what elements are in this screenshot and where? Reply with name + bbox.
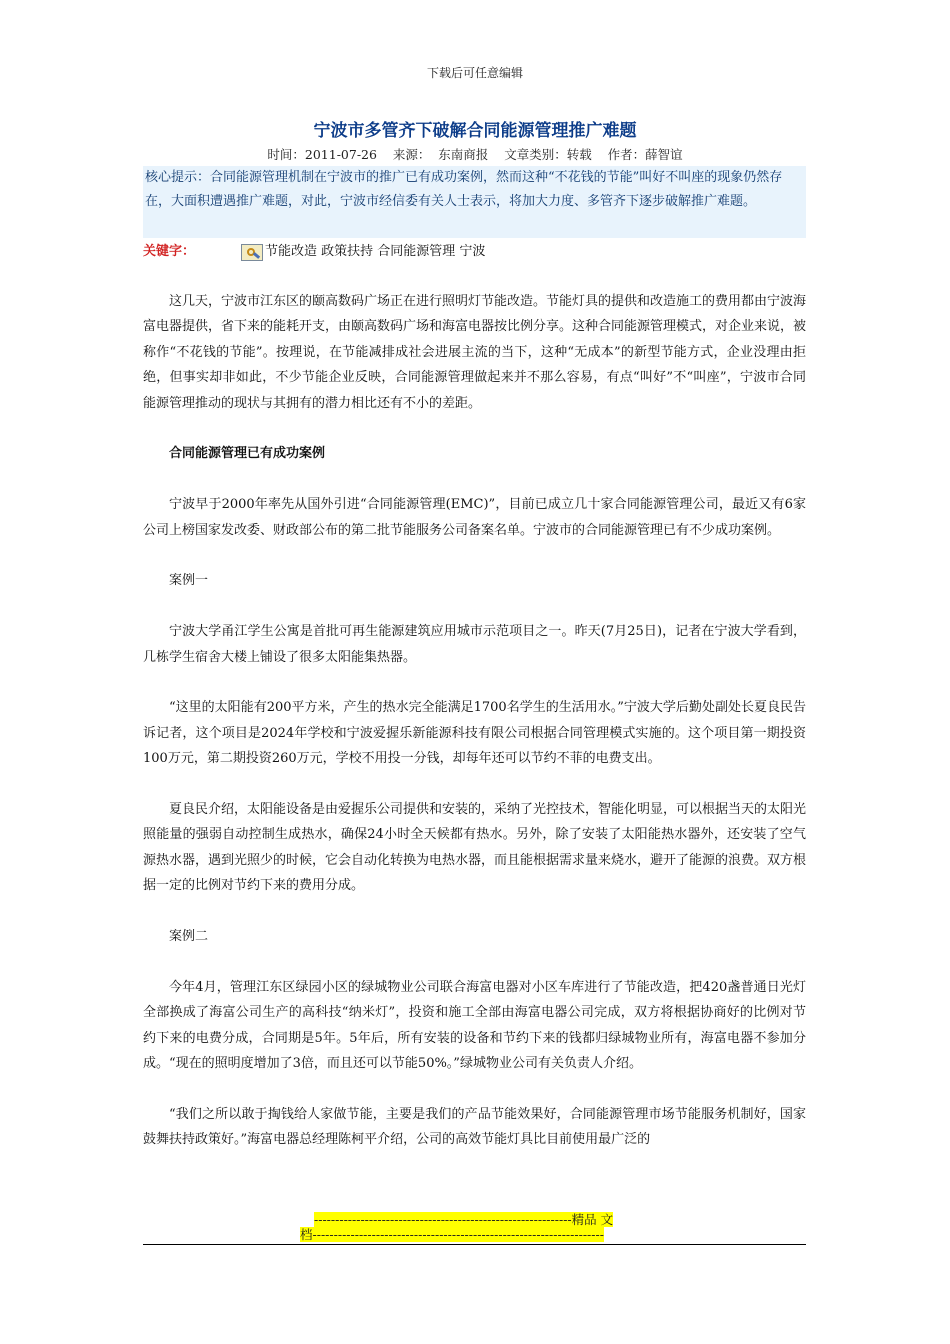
article-meta: 时间：2011-07-26 来源： 东南商报 文章类别：转载 作者：薛智谊	[267, 147, 683, 162]
keywords-text: 节能改造 政策扶持 合同能源管理 宁波	[265, 244, 486, 259]
footer-line-2: 档---------------------------------------------------------------------	[300, 1227, 604, 1242]
case-label: 案例二	[169, 929, 209, 945]
paragraph: 宁波大学甬江学生公寓是首批可再生能源建筑应用城市示范项目之一。昨天(7月25日)，记者在宁波大学看到，几栋学生宿舍大楼上铺设了很多太阳能集热器。	[143, 624, 806, 665]
footer-divider	[143, 1244, 806, 1245]
paragraph: “这里的太阳能有200平方米，产生的热水完全能满足1700名学生的生活用水。”宁波大学后勤处副处长夏良民告诉记者，这个项目是2024年学校和宁波爱握乐新能源科技有限公司根据合同管理模式实施的。这个项目第一期投资100万元，第二期投资260万元，学校不用投一分钱，却每年还可以节约不菲的电费支出。	[143, 700, 806, 767]
paragraph: 这几天，宁波市江东区的颐高数码广场正在进行照明灯节能改造。节能灯具的提供和改造施工的费用都由宁波海富电器提供，省下来的能耗开支，由颐高数码广场和海富电器按比例分享。这种合同能源管理模式，对企业来说，被称作“不花钱的节能”。按理说，在节能减排成社会进展主流的当下，这种“无成本”的新型节能方式，企业没理由拒绝，但事实却非如此，不少节能企业反映，合同能源管理做起来并不那么容易，有点“叫好”不“叫座”，宁波市合同能源管理推动的现状与其拥有的潜力相比还有不小的差距。	[143, 294, 807, 411]
paragraph: 今年4月，管理江东区绿园小区的绿城物业公司联合海富电器对小区车库进行了节能改造，把420盏普通日光灯全部换成了海富公司生产的高科技“纳米灯”，投资和施工全部由海富电器公司完成，双方将根据协商好的比例对节约下来的电费分成，合同期是5年。5年后，所有安装的设备和节约下来的钱都归绿城物业所有，海富电器不参加分成。“现在的照明度增加了3倍，而且还可以节能50%。”绿城物业公司有关负责人介绍。	[143, 979, 806, 1072]
summary-box: 核心提示：合同能源管理机制在宁波市的推广已有成功案例，然而这种“不花钱的节能”叫好不叫座的现象仍然存在，大面积遭遇推广难题，对此，宁波市经信委有关人士表示，将加大力度、多管齐下逐步破解推广难题。	[143, 166, 806, 238]
footer-line-1: -------------------------------------------------------------精品 文	[314, 1212, 614, 1227]
paragraph: 宁波早于2000年率先从国外引进“合同能源管理(EMC)”，目前已成立几十家合同能源管理公司，最近又有6家公司上榜国家发改委、财政部公布的第二批节能服务公司备案名单。宁波市的合同能源管理已有不少成功案例。	[143, 497, 806, 538]
paragraph: 夏良民介绍，太阳能设备是由爱握乐公司提供和安装的，采纳了光控技术，智能化明显，可以根据当天的太阳光照能量的强弱自动控制生成热水，确保24小时全天候都有热水。另外，除了安装了太阳能热水器外，还安装了空气源热水器，遇到光照少的时候，它会自动化转换为电热水器，而且能根据需求量来烧水，避开了能源的浪费。双方根据一定的比例对节约下来的费用分成。	[143, 802, 807, 894]
section-heading: 合同能源管理已有成功案例	[169, 446, 326, 462]
header-note: 下载后可任意编辑	[426, 66, 523, 80]
case-label: 案例一	[169, 573, 209, 589]
paragraph: “我们之所以敢于掏钱给人家做节能，主要是我们的产品节能效果好，合同能源管理市场节能服务机制好，国家鼓舞扶持政策好。”海富电器总经理陈柯平介绍，公司的高效节能灯具比目前使用最广泛的	[143, 1106, 806, 1148]
keyword-tag-icon	[241, 244, 263, 261]
keywords-row	[143, 241, 485, 263]
article-title: 宁波市多管齐下破解合同能源管理推广难题	[313, 121, 637, 141]
keywords-label: 关键字：	[143, 244, 196, 259]
footer-watermark	[300, 1212, 650, 1242]
article-body	[143, 289, 806, 1178]
